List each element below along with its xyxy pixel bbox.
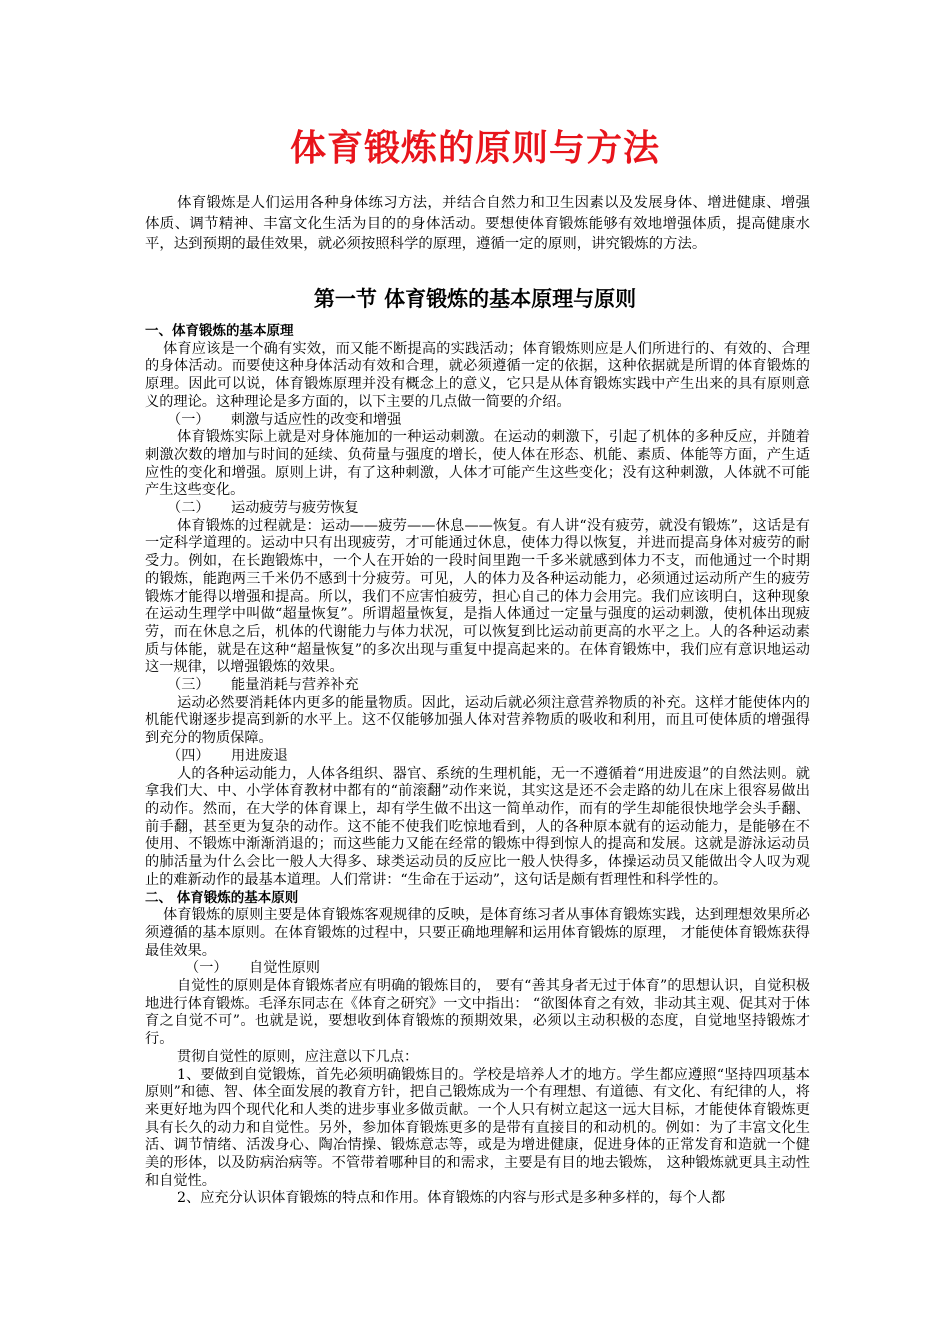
subheading-number: （二）	[167, 500, 210, 517]
subheading-number: （一）	[167, 411, 210, 428]
document-title: 体育锻炼的原则与方法	[289, 128, 660, 169]
part1-paragraph: 体育应该是一个确有实效，而又能不断提高的实践活动；体育锻炼则应是人们所进行的、有效的、合理的身体活动。而要使这种身体活动有效和合理，就必须遵循一定的依据，这种依据就是所谓的体育锻炼的原理。因此可以说，体育锻炼原理并没有概念上的意义，它只是从体育锻炼实践中产生出来的具有原则意义的理论。这种理论是多方面的，以下主要的几点做一简要的介绍。	[145, 340, 810, 410]
section-title: 第一节 体育锻炼的基本原理与原则	[313, 287, 637, 311]
paragraph-use-disuse: 人的各种运动能力，人体各组织、器官、系统的生理机能，无一不遵循着“用进废退”的自然法则。就拿我们大、中、小学体育教材中都有的“前滚翻”动作来说，其实这是还不会走路的幼儿在床上很容易做出的动作。然而，在大学的体育课上，却有学生做不出这一简单动作，而有的学生却能很快地学会头手翻、前手翻，甚至更为复杂的动作。这不能不使我们吃惊地看到，人的各种原本就有的运动能力，是能够在不使用、不锻炼中渐渐消退的；而这些能力又能在经常的锻炼中得到惊人的提高和发展。这就是游泳运动员的肺活量为什么会比一般人大得多、球类运动员的反应比一般人快得多，体操运动员又能做出令人叹为观止的难新动作的最基本道理。人们常讲：“生命在于运动”，这句话是颇有哲理性和科学性的。	[145, 765, 810, 888]
part1-heading: 一、体育锻炼的基本原理	[145, 323, 294, 339]
subheading-label: 能量消耗与营养补充	[231, 677, 359, 694]
paragraph-fatigue: 体育锻炼的过程就是：运动——疲劳——休息——恢复。有人讲“没有疲劳，就没有锻炼”，这话是有一定科学道理的。运动中只有出现疲劳，才可能通过休息，使体力得以恢复，并进而提高身体对疲劳的耐受力。例如，在长跑锻炼中，一个人在开始的一段时间里跑一千多米就感到体力不支，而他通过一个时期的锻炼，能跑两三千米仍不感到十分疲劳。可见，人的体力及各种运动能力，必须通过运动所产生的疲劳锻炼才能得以增强和提高。所以，我们不应害怕疲劳，担心自己的体力会用完。我们应该明白，这种现象在运动生理学中叫做“超量恢复”。所谓超量恢复，是指人体通过一定量与强度的运动刺激，使机体出现疲劳，而在休息之后，机体的代谢能力与体力状况，可以恢复到比运动前更高的水平之上。人的各种运动素质与体能，就是在这种“超量恢复”的多次出现与重复中提高起来的。在体育锻炼中，我们应有意识地运动这一规律，以增强锻炼的效果。	[145, 517, 810, 676]
intro-paragraph: 体育锻炼是人们运用各种身体练习方法，并结合自然力和卫生因素以及发展身体、增进健康、增强体质、调节精神、丰富文化生活为目的的身体活动。要想使体育锻炼能够有效地增强体质，提高健康水平，达到预期的最佳效果，就必须按照科学的原理，遵循一定的原则，讲究锻炼的方法。	[145, 195, 810, 252]
paragraph-point-1: 1、要做到自觉锻炼，首先必须明确锻炼目的。学校是培养人才的地方。学生都应遵照“坚持四项基本原则”和德、智、体全面发展的教育方针，把自己锻炼成为一个有理想、有道德、有文化、有纪律的人，将来更好地为四个现代化和人类的进步事业多做贡献。一个人只有树立起这一远大目标，才能使体育锻炼更具有长久的动力和自觉性。另外，参加体育锻炼更多的是带有直接目的和动机的。例如：为了丰富文化生活、调节情绪、活泼身心、陶冶情操、锻炼意志等，或是为增进健康，促进身体的正常发育和造就一个健美的形体，以及防病治病等。不管带着哪种目的和需求，主要是有目的地去锻炼， 这种锻炼就更具主动性和自觉性。	[145, 1066, 810, 1189]
subheading-number: （四）	[167, 747, 210, 764]
paragraph-points-intro: 贯彻自觉性的原则，应注意以下几点：	[177, 1048, 419, 1065]
subheading-2	[145, 500, 810, 518]
paragraph-stimulus: 体育锻炼实际上就是对身体施加的一种运动刺激。在运动的刺激下，引起了机体的多种反应，并随着刺激次数的增加与时间的延续、负荷量与强度的增长，使人体在形态、机能、素质、体能等方面，产生适应性的变化和增强。原则上讲，有了这种刺激，人体才可能产生这些变化；没有这种刺激，人体就不可能产生这些变化。	[145, 429, 810, 499]
part2-paragraph: 体育锻炼的原则主要是体育锻炼客观规律的反映，是体育练习者从事体育锻炼实践，达到理想效果所必须遵循的基本原则。在体育锻炼的过程中，只要正确地理解和运用体育锻炼的原理， 才能使体育锻炼获得最佳效果。	[145, 907, 810, 959]
subheading-5	[145, 960, 810, 978]
subheading-label: 刺激与适应性的改变和增强	[231, 411, 402, 428]
paragraph-consciousness: 自觉性的原则是体育锻炼者应有明确的锻炼目的， 要有“善其身者无过于体育”的思想认识，自觉积极地进行体育锻炼。毛泽东同志在《体育之研究》一文中指出： “欲图体育之有效，非动其主观、促其对于体育之自觉不可”。也就是说，要想收到体育锻炼的预期效果，必须以主动积极的态度，自觉地坚持锻炼才行。	[145, 978, 810, 1048]
subheading-3	[145, 677, 810, 695]
document-body	[145, 323, 810, 1208]
subheading-number: （一）	[185, 960, 228, 977]
paragraph-point-2: 2、应充分认识体育锻炼的特点和作用。体育锻炼的内容与形式是多种多样的，每个人都	[177, 1190, 726, 1207]
subheading-4	[145, 748, 810, 766]
paragraph-energy: 运动必然要消耗体内更多的能量物质。因此，运动后就必须注意营养物质的补充。这样才能使体内的机能代谢逐步提高到新的水平上。这不仅能够加强人体对营养物质的吸收和利用，而且可使体质的增强得到充分的物质保障。	[145, 694, 810, 747]
part2-heading: 二、 体育锻炼的基本原则	[145, 889, 299, 906]
subheading-label: 用进废退	[231, 747, 288, 764]
subheading-number: （三）	[167, 677, 210, 694]
subheading-1	[145, 412, 810, 430]
subheading-label: 运动疲劳与疲劳恢复	[231, 500, 359, 517]
subheading-label: 自觉性原则	[249, 960, 320, 977]
